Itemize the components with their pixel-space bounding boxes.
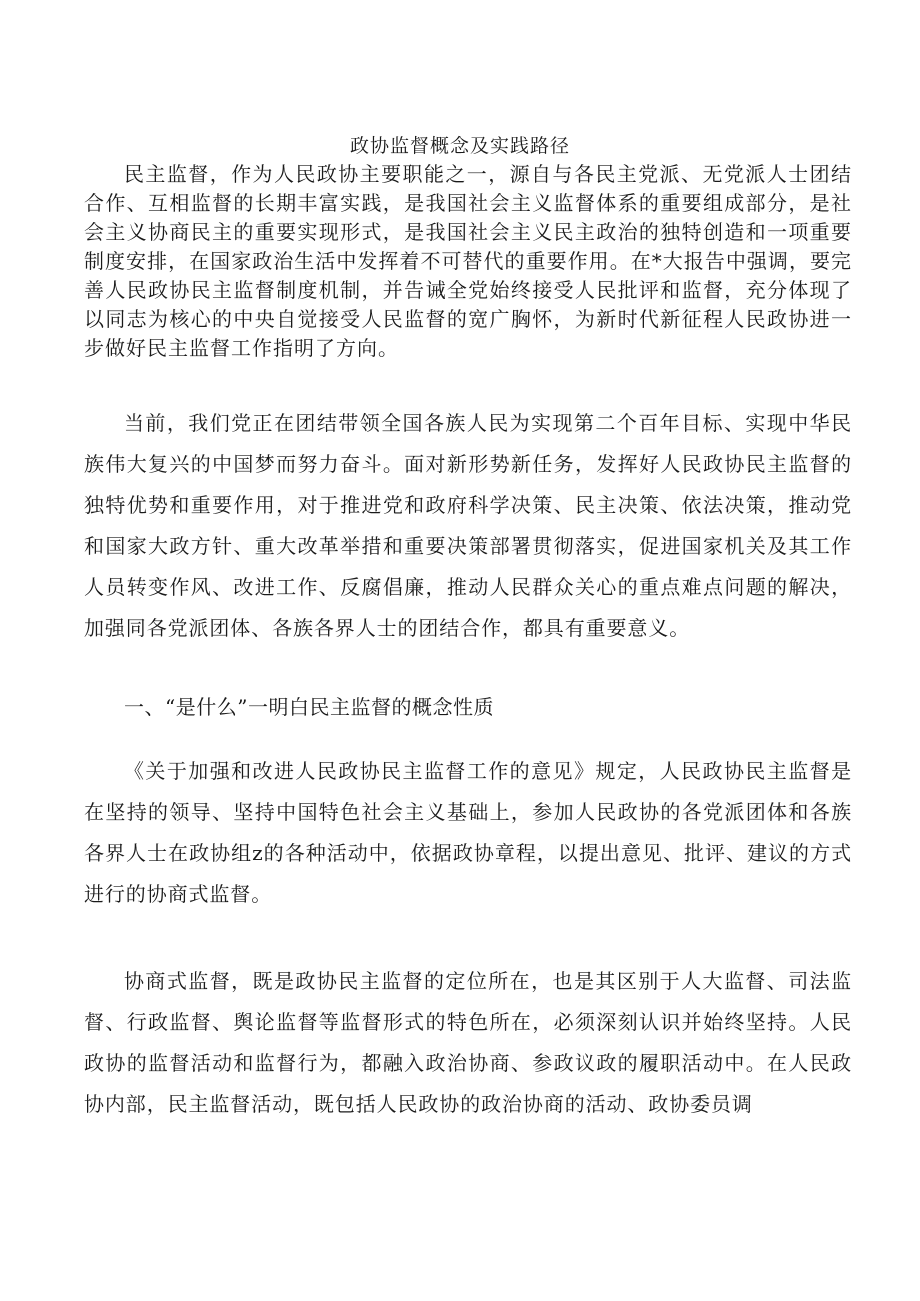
document-title: 政协监督概念及实践路径 <box>349 135 570 157</box>
section-heading-1: 一、“是什么”一明白民主监督的概念性质 <box>124 695 494 719</box>
paragraph-consultative-supervision: 协商式监督，既是政协民主监督的定位所在，也是其区别于人大监督、司法监督、行政监督、舆论监督等监督形式的特色所在，必须深刻认识并始终坚持。人民政协的监督活动和监督行为，都融入政治协商、参政议政的履职活动中。在人民政协内部，民主监督活动，既包括人民政协的政治协商的活动、政协委员调 <box>84 969 852 1116</box>
paragraph-intro: 民主监督，作为人民政协主要职能之一，源自与各民主党派、无党派人士团结合作、互相监督的长期丰富实践，是我国社会主义监督体系的重要组成部分，是社会主义协商民主的重要实现形式，是我国社会主义民主政治的独特创造和一项重要制度安排，在国家政治生活中发挥着不可替代的重要作用。在*大报告中强调，要完善人民政协民主监督制度机制，并告诫全党始终接受人民批评和监督，充分体现了以同志为核心的中央自觉接受人民监督的宽广胸怀，为新时代新征程人民政协进一步做好民主监督工作指明了方向。 <box>84 162 852 360</box>
paragraph-definition: 《关于加强和改进人民政协民主监督工作的意见》规定，人民政协民主监督是在坚持的领导、坚持中国特色社会主义基础上，参加人民政协的各党派团体和各族各界人士在政协组z的各种活动中，依据政协章程，以提出意见、批评、建议的方式进行的协商式监督。 <box>84 759 852 906</box>
paragraph-current-situation: 当前，我们党正在团结带领全国各族人民为实现第二个百年目标、实现中华民族伟大复兴的中国梦而努力奋斗。面对新形势新任务，发挥好人民政协民主监督的独特优势和重要作用，对于推进党和政府科学决策、民主决策、依法决策，推动党和国家大政方针、重大改革举措和重要决策部署贯彻落实，促进国家机关及其工作人员转变作风、改进工作、反腐倡廉，推动人民群众关心的重点难点问题的解决，加强同各党派团体、各族各界人士的团结合作，都具有重要意义。 <box>84 411 852 640</box>
